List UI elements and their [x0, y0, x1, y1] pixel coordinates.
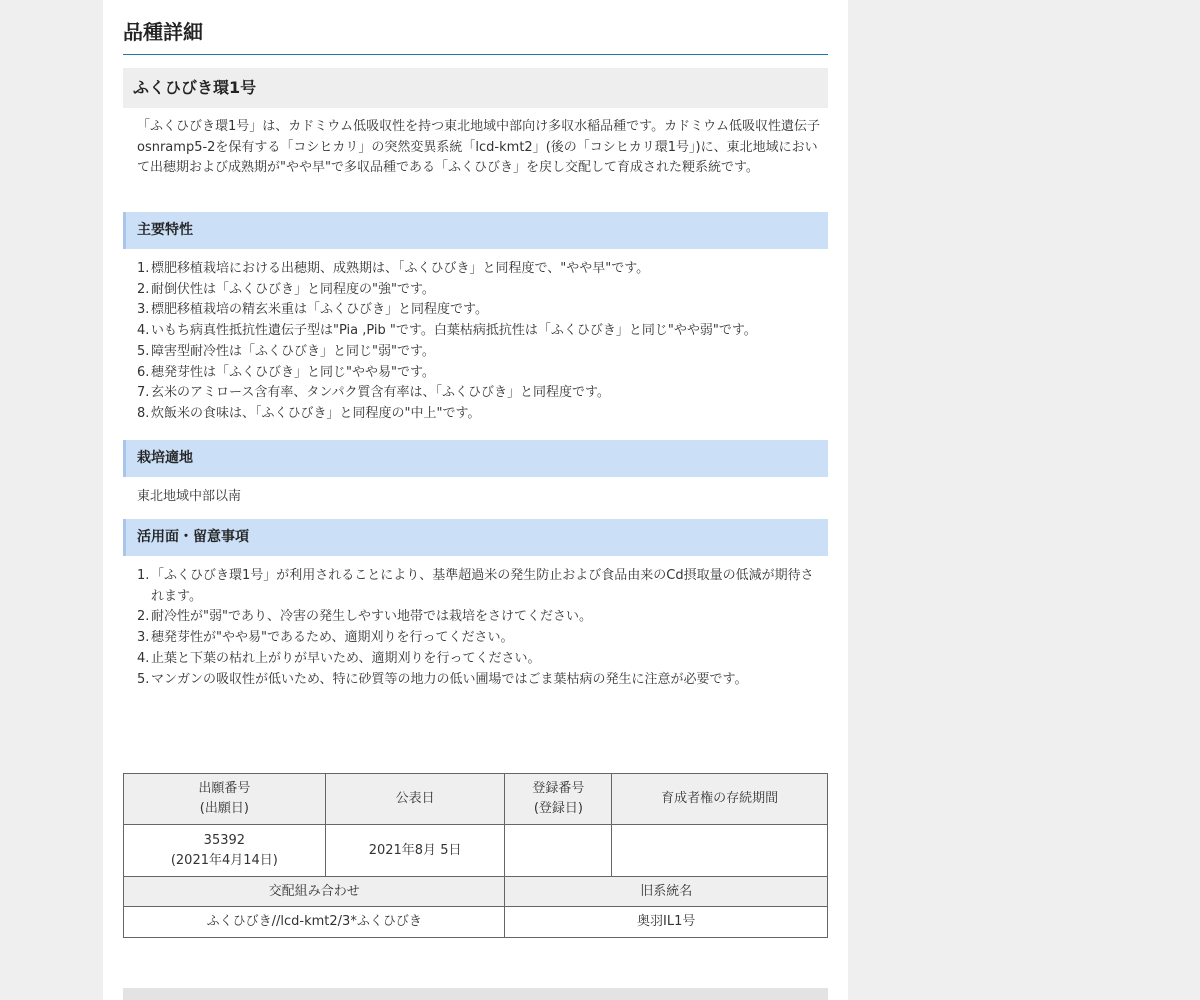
list-item-number: 3. [137, 630, 150, 646]
variety-intro: 「ふくひびき環1号」は、カドミウム低吸収性を持つ東北地域中部向け多収水稲品種です。カドミウム低吸収性遺伝子osnramp5-2を保有する「コシヒカリ」の突然変異系統「lcd-kmt2」(後の「コシヒカリ環1号」)に、東北地域において出穂期および成熟期が"やや早"で多収品種である「ふくひびき」を戻し交配して育成された粳系統です。 [137, 119, 820, 175]
table-row [124, 907, 828, 938]
cell-right-period [612, 825, 828, 877]
section-body-suitable-area [123, 477, 828, 519]
next-section-bar [123, 988, 828, 1000]
cell-old-name: 奥羽IL1号 [505, 907, 828, 938]
list-item-text: 止葉と下葉の枯れ上がりが早いため、適期刈りを行ってください。 [151, 650, 541, 666]
list-item [137, 259, 828, 280]
list-item-number: 2. [137, 281, 150, 297]
list-item [137, 383, 828, 404]
cell-publication-date: 2021年8月 5日 [325, 825, 505, 877]
list-item-text: 耐冷性が"弱"であり、冷害の発生しやすい地帯では栽培をさけてください。 [151, 609, 592, 625]
section-header-suitable-area: 栽培適地 [123, 440, 828, 477]
list-item [137, 607, 828, 628]
list-item [137, 628, 828, 649]
list-item [137, 363, 828, 384]
section-header-notes: 活用面・留意事項 [123, 519, 828, 556]
list-item-number: 1. [137, 261, 150, 276]
header-right-period: 育成者権の存続期間 [612, 774, 828, 825]
list-item-text: 炊飯米の食味は、「ふくひびき」と同程度の"中上"です。 [151, 405, 481, 421]
list-item-text: 耐倒伏性は「ふくひびき」と同程度の"強"です。 [151, 281, 435, 297]
list-item [137, 342, 828, 363]
list-item-text: 標肥移植栽培における出穂期、成熟期は、「ふくひびき」と同程度で、"やや早"です。 [151, 261, 650, 276]
characteristics-list [137, 259, 828, 425]
list-item [137, 280, 828, 301]
header-registration-date: (登録日) [533, 801, 583, 816]
variety-name-heading: ふくひびき環1号 [123, 68, 828, 108]
list-item [137, 670, 828, 691]
list-item-text: 玄米のアミロース含有率、タンパク質含有率は、「ふくひびき」と同程度です。 [151, 385, 610, 401]
header-old-name: 旧系統名 [505, 877, 828, 907]
cell-application-no: 35392 [203, 832, 246, 848]
list-item [137, 649, 828, 670]
header-registration-no: 登録番号 [532, 781, 585, 796]
list-item-number: 1. [137, 568, 150, 583]
section-body-notes [123, 556, 828, 773]
header-application-no: 出願番号 [198, 781, 251, 796]
section-body-characteristics [123, 249, 828, 440]
list-item-text: 「ふくひびき環1号」が利用されることにより、基準超過米の発生防止および食品由来のCd摂取量の低減が期待されます。 [151, 568, 814, 604]
list-item [137, 321, 828, 342]
header-publication-date: 公表日 [325, 774, 505, 825]
list-item [137, 300, 828, 321]
list-item-text: 標肥移植栽培の精玄米重は「ふくひびき」と同程度です。 [151, 302, 488, 318]
cell-cross: ふくひびき//lcd-kmt2/3*ふくひびき [124, 907, 505, 938]
list-item-number: 8. [137, 405, 150, 421]
variety-info-table [123, 773, 828, 938]
suitable-area-text: 東北地域中部以南 [137, 489, 242, 504]
notes-list [137, 566, 828, 690]
table-row [124, 825, 828, 877]
list-item-number: 5. [137, 671, 150, 687]
list-item-number: 6. [137, 364, 150, 380]
list-item-number: 2. [137, 609, 150, 625]
page-container [103, 0, 848, 1000]
list-item-text: マンガンの吸収性が低いため、特に砂質等の地力の低い圃場ではごま葉枯病の発生に注意が必要です。 [151, 671, 748, 687]
header-registration [505, 774, 612, 825]
cell-registration [505, 825, 612, 877]
table-header-row [124, 877, 828, 907]
header-application-date: (出願日) [199, 801, 249, 816]
page-title: 品種詳細 [123, 0, 828, 55]
list-item [137, 566, 828, 607]
list-item-text: 障害型耐冷性は「ふくひびき」と同じ"弱"です。 [151, 343, 435, 359]
section-header-characteristics: 主要特性 [123, 212, 828, 249]
cell-application-date: (2021年4月14日) [170, 852, 278, 868]
list-item-number: 7. [137, 385, 150, 401]
table-header-row [124, 774, 828, 825]
list-item [137, 404, 828, 425]
list-item-number: 4. [137, 323, 150, 339]
cell-application [124, 825, 326, 877]
list-item-number: 4. [137, 650, 150, 666]
header-application [124, 774, 326, 825]
list-item-text: いもち病真性抵抗性遺伝子型は"Pia ,Pib "です。白葉枯病抵抗性は「ふくひびき」と同じ"やや弱"です。 [151, 323, 757, 339]
list-item-text: 穂発芽性が"やや易"であるため、適期刈りを行ってください。 [151, 630, 514, 646]
header-cross: 交配組み合わせ [124, 877, 505, 907]
list-item-number: 3. [137, 302, 150, 318]
list-item-text: 穂発芽性は「ふくひびき」と同じ"やや易"です。 [151, 364, 435, 380]
list-item-number: 5. [137, 343, 150, 359]
